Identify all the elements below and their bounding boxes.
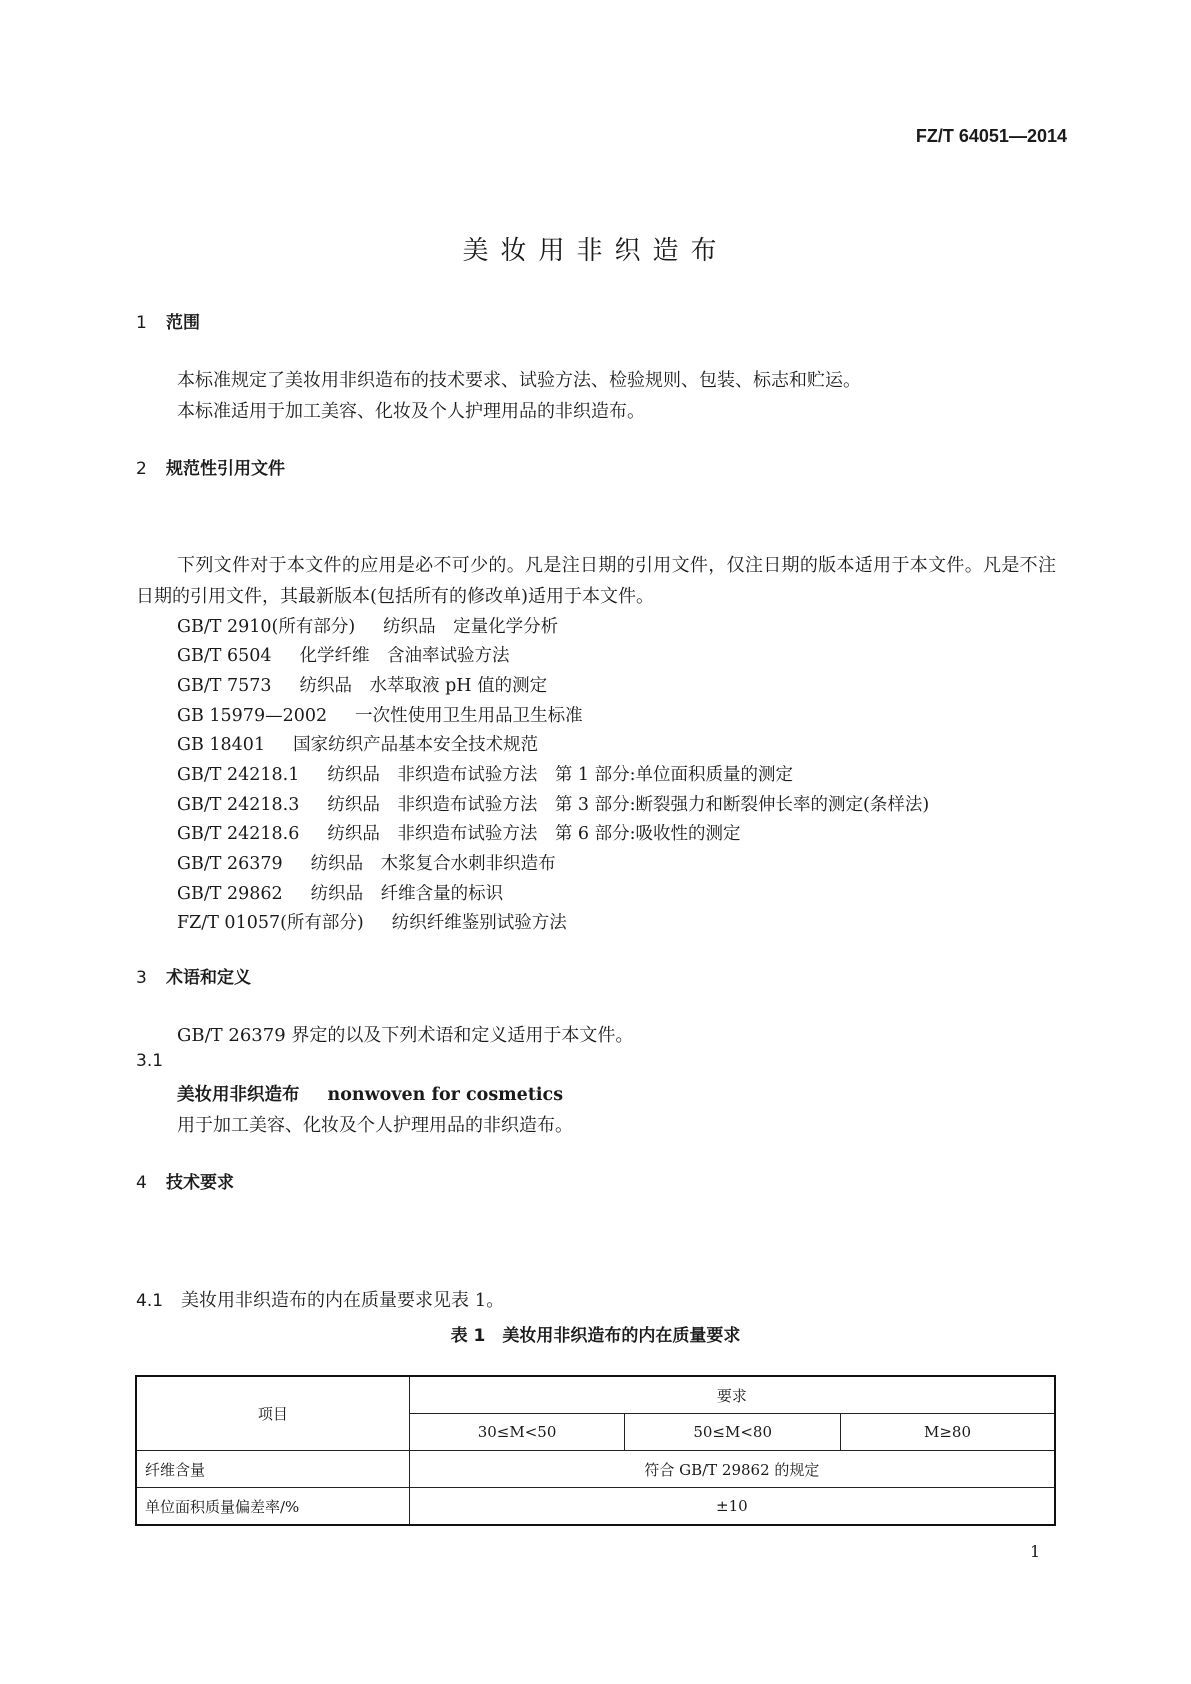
reference-title: 纺织品 木浆复合水刺非织造布 (310, 854, 556, 874)
reference-code: GB 18401 (177, 735, 266, 755)
standard-code: FZ/T 64051—2014 (915, 126, 1067, 146)
reference-title: 化学纤维 含油率试验方法 (299, 646, 510, 666)
reference-code: GB/T 6504 (177, 646, 272, 666)
reference-title: 国家纺织产品基本安全技术规范 (293, 735, 539, 755)
reference-item (177, 791, 957, 816)
page-number: 1 (1030, 1542, 1041, 1561)
section-number: 3 (136, 968, 147, 988)
quality-requirements-table (135, 1375, 1056, 1526)
row-item: 纤维含量 (136, 1451, 409, 1488)
document-title: 美妆用非织造布 (462, 236, 729, 266)
references-intro: 下列文件对于本文件的应用是必不可少的。凡是注日期的引用文件，仅注日期的版本适用于本文件。凡是不注日期的引用文件，其最新版本(包括所有的修改单)适用于本文件。 (136, 555, 1056, 607)
reference-item (177, 820, 769, 845)
range-header: M≥80 (840, 1414, 1055, 1451)
paragraph: 本标准规定了美妆用非织造布的技术要求、试验方法、检验规则、包装、标志和贮运。 (177, 370, 861, 391)
reference-title: 纺织品 非织造布试验方法 第 6 部分:吸收性的测定 (327, 824, 741, 844)
reference-title: 纺织品 纤维含量的标识 (310, 884, 504, 904)
reference-code: GB/T 24218.3 (177, 795, 300, 815)
reference-item (177, 613, 586, 638)
reference-code: GB/T 26379 (177, 854, 283, 874)
term-chinese: 美妆用非织造布 (177, 1085, 300, 1105)
subclause-text: 美妆用非织造布的内在质量要求见表 1。 (181, 1290, 505, 1311)
reference-code: GB/T 7573 (177, 676, 272, 696)
reference-title: 纺织品 定量化学分析 (383, 617, 559, 637)
section-title: 规范性引用文件 (166, 459, 285, 479)
section-number: 2 (136, 459, 147, 479)
reference-item (177, 702, 611, 727)
term-definition: 用于加工美容、化妆及个人护理用品的非织造布。 (177, 1115, 573, 1136)
reference-item (177, 909, 595, 934)
section-1-heading (136, 308, 200, 333)
table-row (136, 1488, 1055, 1526)
reference-code: GB/T 24218.1 (177, 765, 300, 785)
reference-code: GB 15979—2002 (177, 706, 328, 726)
term-number: 3.1 (136, 1051, 164, 1071)
terms-intro: GB/T 26379 界定的以及下列术语和定义适用于本文件。 (177, 1025, 634, 1046)
subclause-4-1 (136, 1286, 504, 1312)
reference-title: 纺织品 非织造布试验方法 第 1 部分:单位面积质量的测定 (327, 765, 793, 785)
row-value: 符合 GB/T 29862 的规定 (409, 1451, 1055, 1488)
reference-code: GB/T 29862 (177, 884, 283, 904)
reference-item (177, 880, 531, 905)
reference-item (177, 761, 821, 786)
reference-code: FZ/T 01057(所有部分) (177, 913, 364, 933)
section-3-heading (136, 963, 251, 988)
reference-item (177, 731, 566, 756)
section-number: 4 (136, 1173, 147, 1193)
row-item: 单位面积质量偏差率/% (136, 1488, 409, 1526)
subclause-number: 4.1 (136, 1291, 164, 1311)
reference-item (177, 642, 538, 667)
section-number: 1 (136, 313, 147, 333)
range-header: 30≤M<50 (409, 1414, 625, 1451)
section-title: 技术要求 (166, 1173, 234, 1193)
paragraph: 本标准适用于加工美容、化妆及个人护理用品的非织造布。 (177, 401, 645, 422)
reference-item (177, 672, 575, 697)
header-item: 项目 (136, 1376, 409, 1451)
reference-code: GB/T 2910(所有部分) (177, 617, 356, 637)
section-title: 术语和定义 (166, 968, 251, 988)
section-2-heading (136, 454, 285, 479)
row-value: ±10 (409, 1488, 1055, 1526)
header-requirement: 要求 (409, 1376, 1055, 1414)
table-header-row (136, 1376, 1055, 1414)
table-row (136, 1451, 1055, 1488)
reference-item (177, 850, 584, 875)
reference-title: 纺织品 水萃取液 pH 值的测定 (299, 676, 548, 696)
reference-title: 一次性使用卫生用品卫生标准 (355, 706, 583, 726)
reference-code: GB/T 24218.6 (177, 824, 300, 844)
term-name (177, 1081, 563, 1106)
term-english: nonwoven for cosmetics (327, 1085, 564, 1105)
reference-title: 纺织品 非织造布试验方法 第 3 部分:断裂强力和断裂伸长率的测定(条样法) (327, 795, 930, 815)
table-title: 表 1 美妆用非织造布的内在质量要求 (450, 1326, 741, 1346)
range-header: 50≤M<80 (625, 1414, 841, 1451)
section-title: 范围 (166, 313, 200, 333)
reference-title: 纺织纤维鉴别试验方法 (391, 913, 567, 933)
section-4-heading (136, 1168, 234, 1193)
